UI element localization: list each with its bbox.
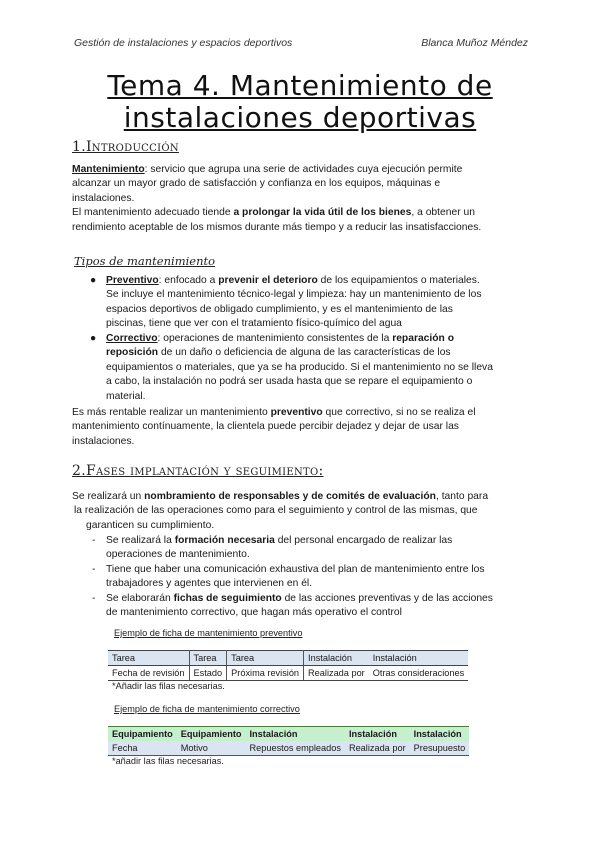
page-title xyxy=(60,70,540,134)
title-line-2: instalaciones deportivas xyxy=(123,101,477,134)
text-bold: preventivo xyxy=(270,407,323,418)
text-bold: nombramiento de responsables y de comités de evaluación xyxy=(144,491,436,502)
text: Se realizará un xyxy=(72,491,145,502)
rentable-paragraph xyxy=(72,406,524,449)
text: Tiene que haber una comunicación exhaustiva del plan de mantenimiento entre los xyxy=(106,564,485,575)
dash-marker: - xyxy=(92,593,96,604)
text: Se realizará la xyxy=(106,535,175,546)
fases-paragraph xyxy=(72,490,524,533)
text: de los equipamientos o materiales. xyxy=(317,275,480,286)
table-cell: Próxima revisión xyxy=(227,666,304,681)
list-term: Preventivo xyxy=(106,275,159,286)
ficha-correctivo-note: *añadir las filas necesarias. xyxy=(112,756,224,766)
text-bold: reparación o xyxy=(392,333,454,344)
table-row xyxy=(108,727,469,742)
text: , a obtener un xyxy=(411,207,475,219)
table-cell: Fecha de revisión xyxy=(108,666,189,681)
table-cell: Tarea xyxy=(108,651,189,666)
table-cell: Instalación xyxy=(410,727,470,742)
table-cell: Equipamiento xyxy=(108,727,177,742)
list-item-preventivo xyxy=(90,274,524,332)
table-cell: Fecha xyxy=(108,741,177,756)
text: instalaciones. xyxy=(72,435,135,447)
definition-paragraph xyxy=(72,163,524,235)
text: a cabo, la instalación no podrá ser usada hasta que se repare el equipamiento o xyxy=(106,376,473,388)
ficha-preventivo-caption: Ejemplo de ficha de mantenimiento preventivo xyxy=(114,628,303,638)
dash-item-comunicacion xyxy=(92,563,524,592)
text: de mantenimiento correctivo, que hagan más operativo el control xyxy=(106,607,402,619)
text: : operaciones de mantenimiento consistentes de la xyxy=(157,333,393,344)
section-1-heading: 1.Introducción xyxy=(72,139,179,155)
text: rendimiento aceptable de los mismos durante más tiempo y a reducir las insatisfacciones. xyxy=(72,221,482,233)
bullet-icon: ● xyxy=(90,275,97,286)
list-item-correctivo xyxy=(90,332,524,404)
list-term: Correctivo xyxy=(106,333,158,344)
text-bold: formación necesaria xyxy=(174,535,275,546)
header-course: Gestión de instalaciones y espacios deportivos xyxy=(74,37,293,49)
dash-marker: - xyxy=(92,564,96,575)
ficha-preventivo-table xyxy=(108,650,468,681)
section-2-heading: 2.Fases implantación y seguimiento: xyxy=(72,463,324,479)
text: operaciones de mantenimiento. xyxy=(106,549,250,561)
text: mantenimiento contínuamente, la clientela puede percibir dejadez y dejar de usar las xyxy=(72,421,459,433)
table-cell: Instalación xyxy=(246,727,345,742)
ficha-correctivo-caption: Ejemplo de ficha de mantenimiento correctivo xyxy=(114,704,300,714)
dash-item-fichas xyxy=(92,592,524,621)
dash-item-formacion xyxy=(92,534,524,563)
text: : enfocado a xyxy=(158,275,219,286)
table-cell: Presupuesto xyxy=(410,741,470,756)
text-bold: a prolongar la vida útil de los bienes xyxy=(233,207,412,219)
table-row xyxy=(108,666,468,681)
text-bold: fichas de seguimiento xyxy=(173,593,282,604)
definition-term: Mantenimiento xyxy=(72,164,145,175)
text: la realización de las operaciones como para el seguimiento y control de las mismas, que xyxy=(74,505,478,517)
ficha-correctivo-table xyxy=(108,726,469,756)
table-cell: Repuestos empleados xyxy=(246,741,345,756)
title-line-1: Tema 4. Mantenimiento de xyxy=(107,69,493,102)
text: material. xyxy=(106,390,146,402)
header-author: Blanca Muñoz Méndez xyxy=(421,37,528,49)
text-bold: reposición xyxy=(106,347,159,359)
text: Se incluye el mantenimiento técnico-legal y limpieza: hay un mantenimiento de los xyxy=(106,289,482,301)
table-cell: Instalación xyxy=(369,651,468,666)
table-cell: Instalación xyxy=(345,727,410,742)
table-cell: Equipamiento xyxy=(177,727,246,742)
table-cell: Realizada por xyxy=(345,741,410,756)
text: de un daño o deficiencia de alguna de las características de los xyxy=(158,347,451,359)
text: de las acciones preventivas y de las acciones xyxy=(281,593,493,604)
text: instalaciones. xyxy=(72,192,135,204)
bullet-icon: ● xyxy=(90,333,97,344)
dash-marker: - xyxy=(92,535,96,546)
text: Es más rentable realizar un mantenimiento xyxy=(72,407,271,418)
text: , tanto para xyxy=(435,491,489,502)
table-cell: Motivo xyxy=(177,741,246,756)
subsection-heading: Tipos de mantenimiento xyxy=(74,254,216,268)
text-bold: prevenir el deterioro xyxy=(218,275,318,286)
text: trabajadores y agentes que intervienen en él. xyxy=(106,578,313,590)
table-cell: Otras consideraciones xyxy=(369,666,468,681)
table-row xyxy=(108,741,469,756)
text: del personal encargado de realizar las xyxy=(274,535,453,546)
table-row xyxy=(108,651,468,666)
table-cell: Realizada por xyxy=(304,666,369,681)
text: : servicio que agrupa una serie de actividades cuya ejecución permite xyxy=(144,164,463,175)
text: equipamientos o materiales, que ya se ha producido. Si el mantenimiento no se lleva xyxy=(106,361,493,373)
text: piscinas, tiene que ver con el tratamiento físico-químico del agua xyxy=(106,318,402,330)
table-cell: Tarea xyxy=(189,651,227,666)
text: garanticen su cumplimiento. xyxy=(86,519,215,531)
text: espacios deportivos de obligado cumplimiento, y es el mantenimiento de las xyxy=(106,303,453,315)
table-cell: Tarea xyxy=(227,651,304,666)
text: alcanzar un mayor grado de satisfacción y confianza en los equipos, máquinas e xyxy=(72,178,441,190)
table-cell: Instalación xyxy=(304,651,369,666)
text: El mantenimiento adecuado tiende xyxy=(72,207,234,219)
text: que correctivo, si no se realiza el xyxy=(322,407,476,418)
ficha-preventivo-note: *Añadir las filas necesarias. xyxy=(112,681,225,691)
table-cell: Estado xyxy=(189,666,227,681)
text: Se elaborarán xyxy=(106,593,174,604)
